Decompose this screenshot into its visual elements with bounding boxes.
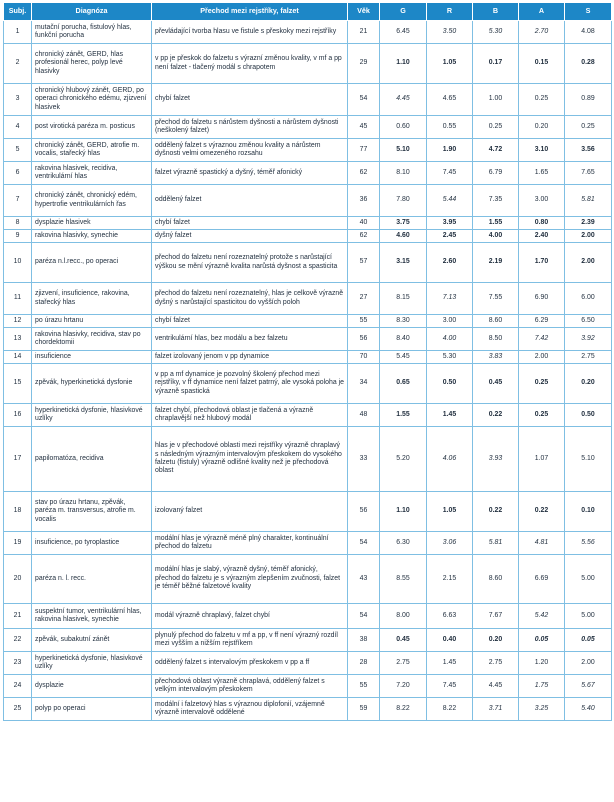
cell-transition: přechod do falzetu není rozeznatelný, hlas je celkově výrazně dyšný s narůstající spasticitou do vyšších poloh (152, 283, 348, 315)
cell-s: 2.00 (565, 243, 612, 283)
cell-subj: 23 (4, 652, 32, 675)
cell-subj: 21 (4, 604, 32, 629)
cell-g: 5.20 (380, 427, 427, 492)
cell-diagnosis: chronický zánět, GERD, atrofie m. vocalis, stařecký hlas (32, 139, 152, 162)
cell-diagnosis: chronický zánět, chronický edém, hypertrofie ventrikulárních řas (32, 185, 152, 217)
header-b: B (473, 3, 519, 21)
table-row (4, 44, 612, 84)
table-row (4, 139, 612, 162)
cell-age: 43 (348, 555, 380, 604)
cell-transition: falzet výrazně spastický a dyšný, téměř afonický (152, 162, 348, 185)
table-row (4, 404, 612, 427)
cell-age: 59 (348, 698, 380, 721)
header-diagnosis: Diagnóza (32, 3, 152, 21)
cell-s: 0.10 (565, 492, 612, 532)
cell-subj: 20 (4, 555, 32, 604)
table-row (4, 604, 612, 629)
cell-age: 54 (348, 604, 380, 629)
cell-age: 36 (348, 185, 380, 217)
cell-transition: chybí falzet (152, 84, 348, 116)
cell-a: 5.42 (519, 604, 565, 629)
cell-transition: chybí falzet (152, 315, 348, 328)
cell-g: 2.75 (380, 652, 427, 675)
cell-g: 6.30 (380, 532, 427, 555)
cell-diagnosis: po úrazu hrtanu (32, 315, 152, 328)
header-s: S (565, 3, 612, 21)
cell-diagnosis: hyperkinetická dysfonie, hlasivkové uzlíky (32, 404, 152, 427)
table-row (4, 328, 612, 351)
cell-b: 3.71 (473, 698, 519, 721)
table-row (4, 315, 612, 328)
cell-r: 8.22 (427, 698, 473, 721)
cell-s: 0.50 (565, 404, 612, 427)
cell-subj: 9 (4, 230, 32, 243)
cell-a: 1.75 (519, 675, 565, 698)
table-row (4, 427, 612, 492)
table-row (4, 652, 612, 675)
cell-transition: oddělený falzet s intervalovým přeskokem v pp a ff (152, 652, 348, 675)
cell-r: 4.65 (427, 84, 473, 116)
cell-b: 4.00 (473, 230, 519, 243)
cell-s: 2.75 (565, 351, 612, 364)
cell-a: 6.90 (519, 283, 565, 315)
cell-subj: 3 (4, 84, 32, 116)
cell-subj: 25 (4, 698, 32, 721)
table-row (4, 243, 612, 283)
cell-r: 3.95 (427, 217, 473, 230)
header-transition: Přechod mezi rejstříky, falzet (152, 3, 348, 21)
cell-transition: přechodová oblast výrazně chraplavá, oddělený falzet s velkým intervalovým přeskokem (152, 675, 348, 698)
cell-age: 55 (348, 315, 380, 328)
cell-subj: 8 (4, 217, 32, 230)
cell-age: 54 (348, 532, 380, 555)
cell-diagnosis: rakovina hlasivek, recidiva, ventrikulární hlas (32, 162, 152, 185)
cell-g: 6.45 (380, 21, 427, 44)
cell-diagnosis: polyp po operaci (32, 698, 152, 721)
cell-s: 2.39 (565, 217, 612, 230)
cell-diagnosis: papilomatóza, recidiva (32, 427, 152, 492)
cell-diagnosis: paréza n.l.recc., po operaci (32, 243, 152, 283)
cell-diagnosis: suspektní tumor, ventrikulární hlas, rakovina hlasivek, synechie (32, 604, 152, 629)
cell-r: 2.45 (427, 230, 473, 243)
cell-r: 3.00 (427, 315, 473, 328)
cell-transition: převládající tvorba hlasu ve fistule s přeskoky mezi rejstříky (152, 21, 348, 44)
cell-s: 2.00 (565, 652, 612, 675)
cell-s: 5.00 (565, 555, 612, 604)
cell-subj: 13 (4, 328, 32, 351)
cell-subj: 2 (4, 44, 32, 84)
table-row (4, 185, 612, 217)
cell-age: 40 (348, 217, 380, 230)
cell-s: 0.20 (565, 364, 612, 404)
cell-r: 1.45 (427, 652, 473, 675)
cell-subj: 14 (4, 351, 32, 364)
header-subj: Subj. (4, 3, 32, 21)
cell-g: 5.10 (380, 139, 427, 162)
cell-g: 7.80 (380, 185, 427, 217)
cell-b: 0.20 (473, 629, 519, 652)
cell-b: 5.30 (473, 21, 519, 44)
cell-b: 8.60 (473, 555, 519, 604)
cell-transition: izolovaný falzet (152, 492, 348, 532)
cell-age: 38 (348, 629, 380, 652)
cell-transition: přechod do falzetu není rozeznatelný protože s narůstající výškou se mění výrazně kvalita narůstá dyšnost a spasticita (152, 243, 348, 283)
cell-subj: 16 (4, 404, 32, 427)
cell-g: 8.15 (380, 283, 427, 315)
cell-r: 3.50 (427, 21, 473, 44)
cell-r: 6.63 (427, 604, 473, 629)
cell-g: 1.10 (380, 492, 427, 532)
cell-diagnosis: insuficience, po tyroplastice (32, 532, 152, 555)
cell-a: 0.80 (519, 217, 565, 230)
cell-subj: 18 (4, 492, 32, 532)
cell-b: 0.45 (473, 364, 519, 404)
cell-b: 4.72 (473, 139, 519, 162)
cell-diagnosis: rakovina hlasivky, recidiva, stav po chordektomii (32, 328, 152, 351)
cell-r: 1.90 (427, 139, 473, 162)
cell-b: 0.22 (473, 404, 519, 427)
cell-b: 3.83 (473, 351, 519, 364)
cell-diagnosis: mutační porucha, fistulový hlas, funkční porucha (32, 21, 152, 44)
cell-subj: 22 (4, 629, 32, 652)
cell-a: 0.22 (519, 492, 565, 532)
cell-diagnosis: zpěvák, subakutní zánět (32, 629, 152, 652)
table-row (4, 84, 612, 116)
cell-r: 7.45 (427, 162, 473, 185)
cell-a: 3.10 (519, 139, 565, 162)
cell-s: 3.92 (565, 328, 612, 351)
cell-subj: 17 (4, 427, 32, 492)
cell-g: 0.65 (380, 364, 427, 404)
cell-s: 6.50 (565, 315, 612, 328)
cell-age: 77 (348, 139, 380, 162)
cell-age: 62 (348, 162, 380, 185)
cell-subj: 5 (4, 139, 32, 162)
cell-a: 6.29 (519, 315, 565, 328)
cell-b: 5.81 (473, 532, 519, 555)
cell-subj: 12 (4, 315, 32, 328)
cell-s: 5.10 (565, 427, 612, 492)
cell-s: 0.05 (565, 629, 612, 652)
cell-diagnosis: insuficience (32, 351, 152, 364)
cell-subj: 10 (4, 243, 32, 283)
cell-age: 56 (348, 492, 380, 532)
cell-subj: 6 (4, 162, 32, 185)
cell-s: 4.08 (565, 21, 612, 44)
table-row (4, 492, 612, 532)
cell-age: 33 (348, 427, 380, 492)
cell-age: 70 (348, 351, 380, 364)
cell-s: 5.00 (565, 604, 612, 629)
cell-s: 7.65 (565, 162, 612, 185)
cell-r: 1.05 (427, 492, 473, 532)
cell-a: 2.40 (519, 230, 565, 243)
cell-g: 1.55 (380, 404, 427, 427)
cell-a: 7.42 (519, 328, 565, 351)
cell-transition: chybí falzet (152, 217, 348, 230)
cell-b: 0.22 (473, 492, 519, 532)
header-row (4, 3, 612, 21)
cell-b: 7.55 (473, 283, 519, 315)
cell-b: 0.25 (473, 116, 519, 139)
cell-a: 4.81 (519, 532, 565, 555)
cell-r: 0.40 (427, 629, 473, 652)
cell-a: 6.69 (519, 555, 565, 604)
cell-r: 7.13 (427, 283, 473, 315)
table-row (4, 364, 612, 404)
table-row (4, 283, 612, 315)
cell-subj: 15 (4, 364, 32, 404)
cell-r: 3.06 (427, 532, 473, 555)
cell-g: 1.10 (380, 44, 427, 84)
cell-diagnosis: stav po úrazu hrtanu, zpěvák, paréza m. transversus, atrofie m. vocalis (32, 492, 152, 532)
table-row (4, 698, 612, 721)
cell-g: 3.15 (380, 243, 427, 283)
cell-a: 1.20 (519, 652, 565, 675)
cell-a: 0.25 (519, 404, 565, 427)
cell-transition: modální i falzetový hlas s výraznou diplofonií, vzájemně výrazně intervalově oddělené (152, 698, 348, 721)
header-r: R (427, 3, 473, 21)
header-a: A (519, 3, 565, 21)
table-row (4, 162, 612, 185)
cell-age: 29 (348, 44, 380, 84)
cell-r: 4.00 (427, 328, 473, 351)
cell-transition: modální hlas je slabý, výrazně dyšný, téměř afonický, přechod do falzetu je s výrazným zlepšením zvučnosti, falzet je téměř běžné falzetové kvality (152, 555, 348, 604)
cell-r: 2.15 (427, 555, 473, 604)
cell-g: 8.00 (380, 604, 427, 629)
table-row (4, 555, 612, 604)
cell-subj: 7 (4, 185, 32, 217)
cell-s: 5.40 (565, 698, 612, 721)
cell-b: 1.55 (473, 217, 519, 230)
cell-g: 0.45 (380, 629, 427, 652)
cell-diagnosis: dysplazie hlasivek (32, 217, 152, 230)
cell-transition: hlas je v přechodové oblasti mezi rejstříky výrazně chraplavý s následným výrazným intervalovým přeskokem do vysokého falzetu (fistuly) výrazně odlišné kvality než je přechodová oblast (152, 427, 348, 492)
table-row (4, 351, 612, 364)
cell-b: 6.79 (473, 162, 519, 185)
cell-b: 4.45 (473, 675, 519, 698)
cell-age: 54 (348, 84, 380, 116)
cell-r: 0.50 (427, 364, 473, 404)
header-age: Věk (348, 3, 380, 21)
cell-g: 8.40 (380, 328, 427, 351)
table-row (4, 116, 612, 139)
cell-subj: 1 (4, 21, 32, 44)
cell-diagnosis: chronický hlubový zánět, GERD, po operaci chronického edému, zjizvení hlasivek (32, 84, 152, 116)
cell-s: 0.25 (565, 116, 612, 139)
cell-a: 3.00 (519, 185, 565, 217)
cell-diagnosis: zpěvák, hyperkinetická dysfonie (32, 364, 152, 404)
cell-a: 0.05 (519, 629, 565, 652)
cell-diagnosis: hyperkinetická dysfonie, hlasivkové uzlíky (32, 652, 152, 675)
cell-s: 2.00 (565, 230, 612, 243)
cell-r: 4.06 (427, 427, 473, 492)
cell-transition: falzet chybí, přechodová oblast je tlačená a výrazně chraplavější než hlubový modál (152, 404, 348, 427)
cell-age: 27 (348, 283, 380, 315)
cell-subj: 11 (4, 283, 32, 315)
cell-r: 5.44 (427, 185, 473, 217)
cell-s: 5.81 (565, 185, 612, 217)
cell-b: 8.60 (473, 315, 519, 328)
cell-a: 0.25 (519, 84, 565, 116)
cell-subj: 4 (4, 116, 32, 139)
cell-r: 5.30 (427, 351, 473, 364)
cell-s: 3.56 (565, 139, 612, 162)
cell-r: 7.45 (427, 675, 473, 698)
cell-g: 8.22 (380, 698, 427, 721)
cell-transition: modál výrazně chraplavý, falzet chybí (152, 604, 348, 629)
cell-g: 7.20 (380, 675, 427, 698)
cell-g: 3.75 (380, 217, 427, 230)
cell-transition: plynulý přechod do falzetu v mf a pp, v ff není výrazný rozdíl mezi vyšším a nižším rejstříkem (152, 629, 348, 652)
cell-transition: dyšný falzet (152, 230, 348, 243)
header-g: G (380, 3, 427, 21)
cell-a: 0.20 (519, 116, 565, 139)
cell-transition: přechod do falzetu s nárůstem dyšnosti a nárůstem dyšnosti (neškolený falzet) (152, 116, 348, 139)
cell-a: 2.70 (519, 21, 565, 44)
cell-a: 0.15 (519, 44, 565, 84)
cell-subj: 19 (4, 532, 32, 555)
cell-a: 1.65 (519, 162, 565, 185)
cell-age: 48 (348, 404, 380, 427)
cell-g: 8.30 (380, 315, 427, 328)
cell-age: 28 (348, 652, 380, 675)
cell-transition: ventrikulární hlas, bez modálu a bez falzetu (152, 328, 348, 351)
table-row (4, 532, 612, 555)
table-row (4, 217, 612, 230)
cell-s: 0.28 (565, 44, 612, 84)
cell-s: 5.56 (565, 532, 612, 555)
cell-age: 21 (348, 21, 380, 44)
cell-s: 6.00 (565, 283, 612, 315)
cell-g: 0.60 (380, 116, 427, 139)
cell-transition: oddělený falzet s výraznou změnou kvality a nárůstem dyšnosti velmi omezeného rozsahu (152, 139, 348, 162)
cell-transition: modální hlas je výrazně méně plný charakter, kontinuální přechod do falzetu (152, 532, 348, 555)
cell-diagnosis: zjizvení, insuficience, rakovina, stařecký hlas (32, 283, 152, 315)
cell-transition: v pp a mf dynamice je pozvolný školený přechod mezi rejstříky, v ff dynamice není falzet patrný, ale vysoká poloha je výrazně spastická (152, 364, 348, 404)
cell-age: 34 (348, 364, 380, 404)
cell-b: 2.75 (473, 652, 519, 675)
cell-a: 3.25 (519, 698, 565, 721)
cell-subj: 24 (4, 675, 32, 698)
cell-r: 0.55 (427, 116, 473, 139)
cell-b: 7.67 (473, 604, 519, 629)
table-row (4, 675, 612, 698)
cell-b: 8.50 (473, 328, 519, 351)
cell-r: 1.45 (427, 404, 473, 427)
cell-r: 2.60 (427, 243, 473, 283)
cell-age: 56 (348, 328, 380, 351)
cell-diagnosis: rakovina hlasivky, synechie (32, 230, 152, 243)
results-table (3, 2, 612, 721)
cell-transition: falzet izolovaný jenom v pp dynamice (152, 351, 348, 364)
cell-a: 1.70 (519, 243, 565, 283)
cell-transition: oddělený falzet (152, 185, 348, 217)
cell-age: 57 (348, 243, 380, 283)
cell-a: 2.00 (519, 351, 565, 364)
cell-diagnosis: paréza n. l. recc. (32, 555, 152, 604)
table-row (4, 629, 612, 652)
cell-s: 5.67 (565, 675, 612, 698)
cell-diagnosis: chronický zánět, GERD, hlas profesionál herec, polyp levé hlasivky (32, 44, 152, 84)
cell-g: 4.60 (380, 230, 427, 243)
cell-g: 4.45 (380, 84, 427, 116)
cell-diagnosis: post virotická paréza m. posticus (32, 116, 152, 139)
cell-b: 7.35 (473, 185, 519, 217)
cell-b: 3.93 (473, 427, 519, 492)
cell-age: 45 (348, 116, 380, 139)
table-row (4, 230, 612, 243)
cell-g: 8.10 (380, 162, 427, 185)
cell-g: 8.55 (380, 555, 427, 604)
cell-b: 2.19 (473, 243, 519, 283)
cell-b: 0.17 (473, 44, 519, 84)
cell-age: 55 (348, 675, 380, 698)
cell-a: 1.07 (519, 427, 565, 492)
cell-g: 5.45 (380, 351, 427, 364)
cell-b: 1.00 (473, 84, 519, 116)
cell-r: 1.05 (427, 44, 473, 84)
table-row (4, 21, 612, 44)
cell-age: 62 (348, 230, 380, 243)
cell-a: 0.25 (519, 364, 565, 404)
cell-diagnosis: dysplazie (32, 675, 152, 698)
table-body (4, 21, 612, 721)
cell-transition: v pp je přeskok do falzetu s výrazní změnou kvality, v mf a pp není falzet - tlačený modál s chrapotem (152, 44, 348, 84)
cell-s: 0.89 (565, 84, 612, 116)
